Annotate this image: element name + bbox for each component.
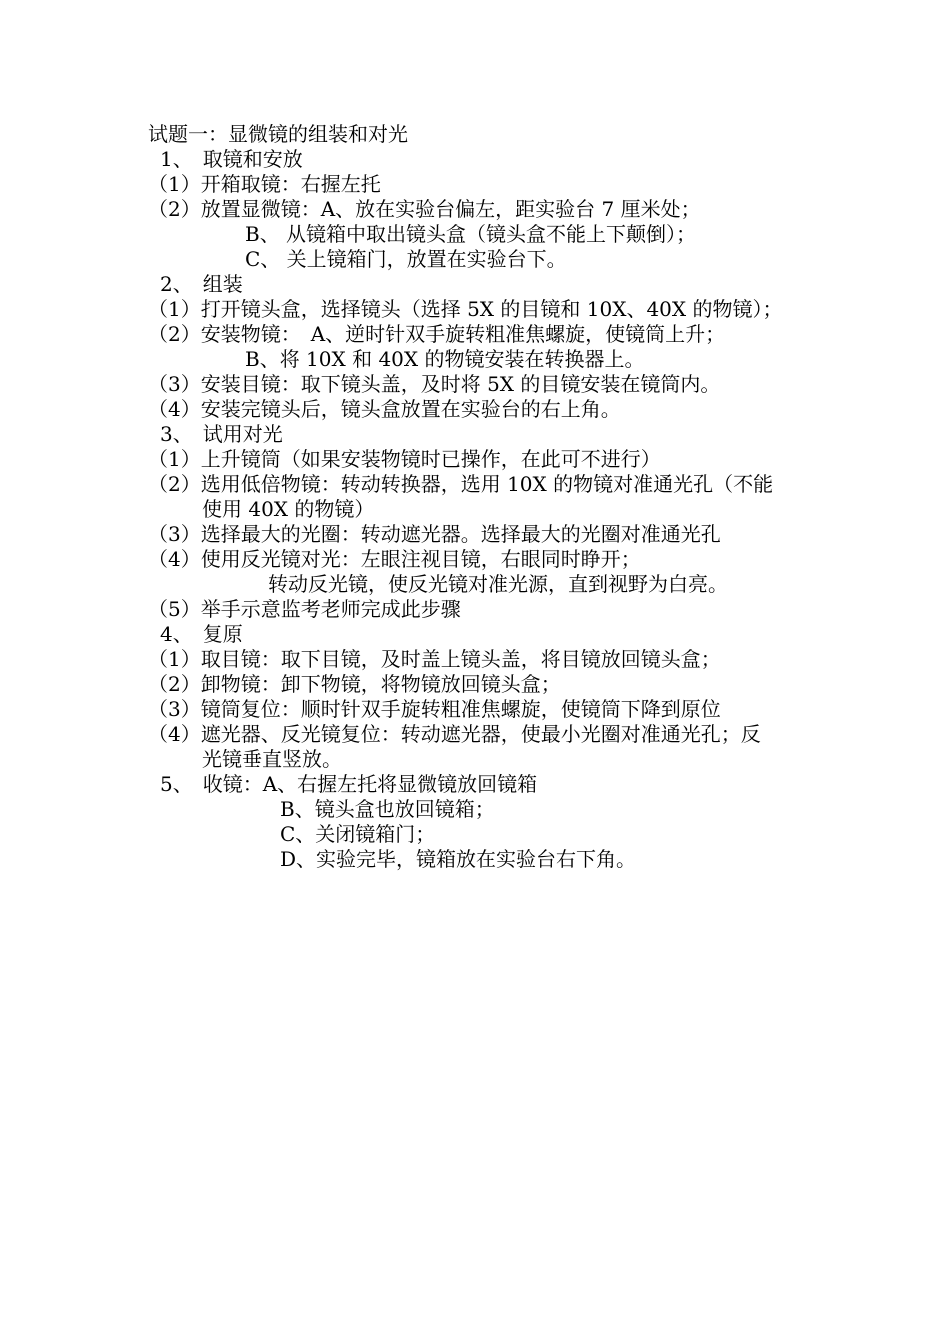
text-line: （3）安装目镜：取下镜头盖，及时将 5X 的目镜安装在镜筒内。	[148, 372, 721, 396]
text-line: B、将 10X 和 40X 的物镜安装在转换器上。	[245, 347, 645, 371]
text-line: （1）上升镜筒（如果安装物镜时已操作，在此可不进行）	[148, 447, 661, 471]
section-heading-3: 3、 试用对光	[160, 422, 283, 446]
text-line: B、镜头盒也放回镜箱；	[280, 797, 495, 821]
text-line: （3）选择最大的光圈：转动遮光器。选择最大的光圈对准通光孔	[148, 522, 721, 546]
section-heading-1: 1、 取镜和安放	[160, 147, 303, 171]
text-line: （3）镜筒复位：顺时针双手旋转粗准焦螺旋，使镜筒下降到原位	[148, 697, 721, 721]
text-line: （2）卸物镜：卸下物镜，将物镜放回镜头盒；	[148, 672, 561, 696]
text-line: （1）打开镜头盒，选择镜头（选择 5X 的目镜和 10X、40X 的物镜）；	[148, 297, 783, 321]
text-line: B、 从镜箱中取出镜头盒（镜头盒不能上下颠倒）；	[245, 222, 697, 246]
text-line: （1）开箱取镜：右握左托	[148, 172, 381, 196]
text-line: C、关闭镜箱门；	[280, 822, 436, 846]
text-line: （4）安装完镜头后，镜头盒放置在实验台的右上角。	[148, 397, 621, 421]
text-line: C、 关上镜箱门，放置在实验台下。	[245, 247, 567, 271]
section-heading-2: 2、 组装	[160, 272, 243, 296]
text-line: （5）举手示意监考老师完成此步骤	[148, 597, 461, 621]
text-line: （4）使用反光镜对光：左眼注视目镜，右眼同时睁开；	[148, 547, 641, 571]
text-line: 光镜垂直竖放。	[202, 747, 342, 771]
text-line: （1）取目镜：取下目镜，及时盖上镜头盖，将目镜放回镜头盒；	[148, 647, 721, 671]
text-line: 转动反光镜，使反光镜对准光源，直到视野为白亮。	[268, 572, 728, 596]
text-line: D、实验完毕，镜箱放在实验台右下角。	[280, 847, 637, 871]
text-line: （4）遮光器、反光镜复位：转动遮光器，使最小光圈对准通光孔；反	[148, 722, 761, 746]
section-heading-4: 4、 复原	[160, 622, 243, 646]
text-line: （2）选用低倍物镜：转动转换器，选用 10X 的物镜对准通光孔（不能	[148, 472, 774, 496]
section-heading-5: 5、 收镜：A、右握左托将显微镜放回镜箱	[160, 772, 538, 796]
text-line: （2）安装物镜： A、逆时针双手旋转粗准焦螺旋，使镜筒上升；	[148, 322, 726, 346]
text-line: 使用 40X 的物镜）	[202, 497, 375, 521]
document-title: 试题一：显微镜的组装和对光	[148, 122, 408, 146]
text-line: （2）放置显微镜：A、放在实验台偏左，距实验台 7 厘米处；	[148, 197, 701, 221]
